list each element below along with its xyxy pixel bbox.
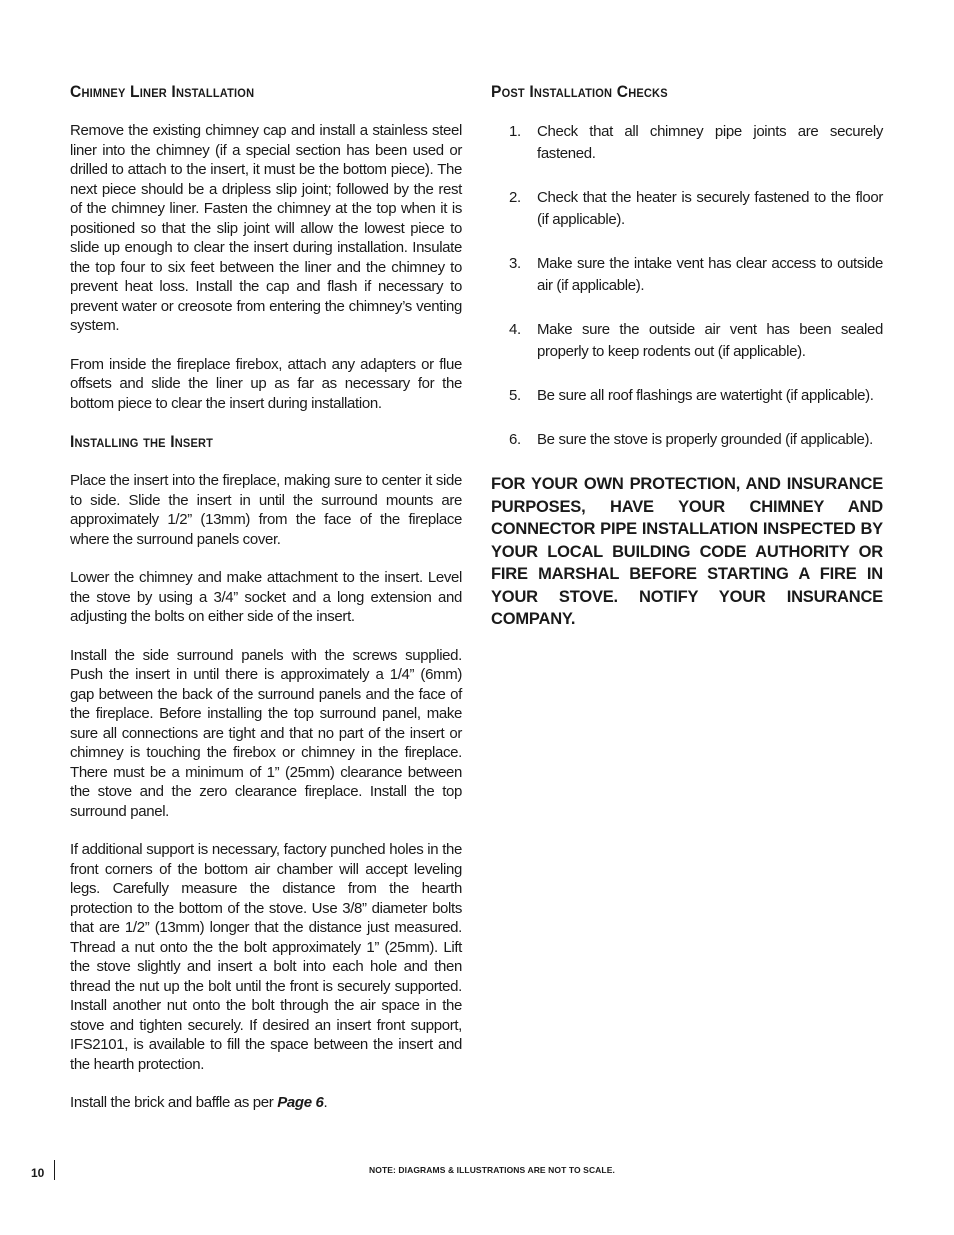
page-number: 10: [31, 1166, 45, 1180]
paragraph: Lower the chimney and make attachment to the insert. Level the stove by using a 3/4” socket and a long extension and adjusting the bolts on either side of the insert.: [70, 569, 462, 625]
section-heading-installing-insert: Installing the Insert: [70, 432, 214, 451]
check-text: Check that the heater is securely fastened to the floor (if applicable).: [537, 189, 883, 228]
closing-period: .: [323, 1094, 328, 1111]
check-number: 1.: [509, 123, 521, 140]
check-item: [491, 187, 883, 231]
check-number: 4.: [509, 321, 521, 338]
check-item: [491, 253, 883, 297]
paragraph: Install the side surround panels with the screws supplied. Push the insert in until there is approximately a 1/4” (6mm) gap between the back of the surround panels and the face of the fireplace. Before installing the top surround panel, make sure all connections are tight and that no part of the insert or chimney is touching the firebox or chimney in the fireplace. There must be a minimum of 1” (25mm) clearance between the stove and the zero clearance fireplace. Install the top surround panel.: [70, 646, 462, 820]
footer-note: NOTE: DIAGRAMS & ILLUSTRATIONS ARE NOT TO SCALE.: [369, 1165, 615, 1175]
right-column: [491, 82, 883, 631]
closing-paragraph: [70, 1093, 462, 1113]
closing-text: Install the brick and baffle as per: [70, 1094, 278, 1111]
check-number: 2.: [509, 189, 521, 206]
paragraph: Place the insert into the fireplace, making sure to center it side to side. Slide the insert in until the surround mounts are approximately 1/2” (13mm) from the face of the fireplace where the surround panels cover.: [70, 472, 462, 548]
paragraph: Remove the existing chimney cap and install a stainless steel liner into the chimney (if a special section has been used or drilled to attach to the insert, it must be the bottom piece). The next piece should be a dripless slip joint; followed by the rest of the chimney liner. Fasten the chimney at the top when it is positioned so that the slip joint will allow the lowest piece to slide up enough to clear the insert during installation. Insulate the top four to six feet between the liner and the chimney to prevent heat loss. Install the cap and flash if necessary to prevent water or creosote from entering the chimney’s venting system.: [70, 122, 462, 334]
check-text: Be sure all roof flashings are watertight (if applicable).: [537, 387, 874, 404]
check-number: 3.: [509, 255, 521, 272]
section-heading-post-installation-checks: Post Installation Checks: [491, 82, 668, 101]
check-text: Be sure the stove is properly grounded (if applicable).: [537, 431, 873, 448]
check-text: Make sure the intake vent has clear access to outside air (if applicable).: [537, 255, 883, 294]
check-text: Make sure the outside air vent has been sealed properly to keep rodents out (if applicable).: [537, 321, 883, 360]
check-item: [491, 121, 883, 165]
footer-divider: [54, 1160, 55, 1180]
safety-warning: FOR YOUR OWN PROTECTION, AND INSURANCE PURPOSES, HAVE YOUR CHIMNEY AND CONNECTOR PIPE INSTALLATION INSPECTED BY YOUR LOCAL BUILDING CODE AUTHORITY OR FIRE MARSHAL BEFORE STARTING A FIRE IN YOUR STOVE. NOTIFY YOUR INSURANCE COMPANY.: [491, 475, 883, 628]
paragraph: From inside the fireplace firebox, attach any adapters or flue offsets and slide the liner up as far as necessary for the bottom piece to clear the insert during installation.: [70, 355, 462, 412]
check-item: [491, 319, 883, 363]
checks-list: [491, 121, 883, 451]
paragraph: If additional support is necessary, factory punched holes in the front corners of the bottom air chamber will accept leveling legs. Carefully measure the distance from the hearth protection to the bottom of the stove. Use 3/8” diameter bolts that are 1/2” (13mm) longer that the distance just measured. Thread a nut onto the the bolt approximately 1” (25mm). Lift the stove slightly and insert a bolt into each hole and then thread the nut up the bolt until the front is securely supported. Install another nut onto the bolt through the air space in the stove and tighten securely. If desired an insert front support, IFS2101, is available to fill the space between the insert and the hearth protection.: [70, 841, 462, 1073]
check-item: [491, 385, 883, 407]
check-number: 5.: [509, 387, 521, 404]
check-number: 6.: [509, 431, 521, 448]
page-reference-link[interactable]: Page 6: [277, 1094, 324, 1111]
check-item: [491, 429, 883, 451]
section-heading-chimney-liner: Chimney Liner Installation: [70, 82, 255, 101]
left-column: [70, 82, 462, 1113]
check-text: Check that all chimney pipe joints are securely fastened.: [537, 123, 883, 162]
